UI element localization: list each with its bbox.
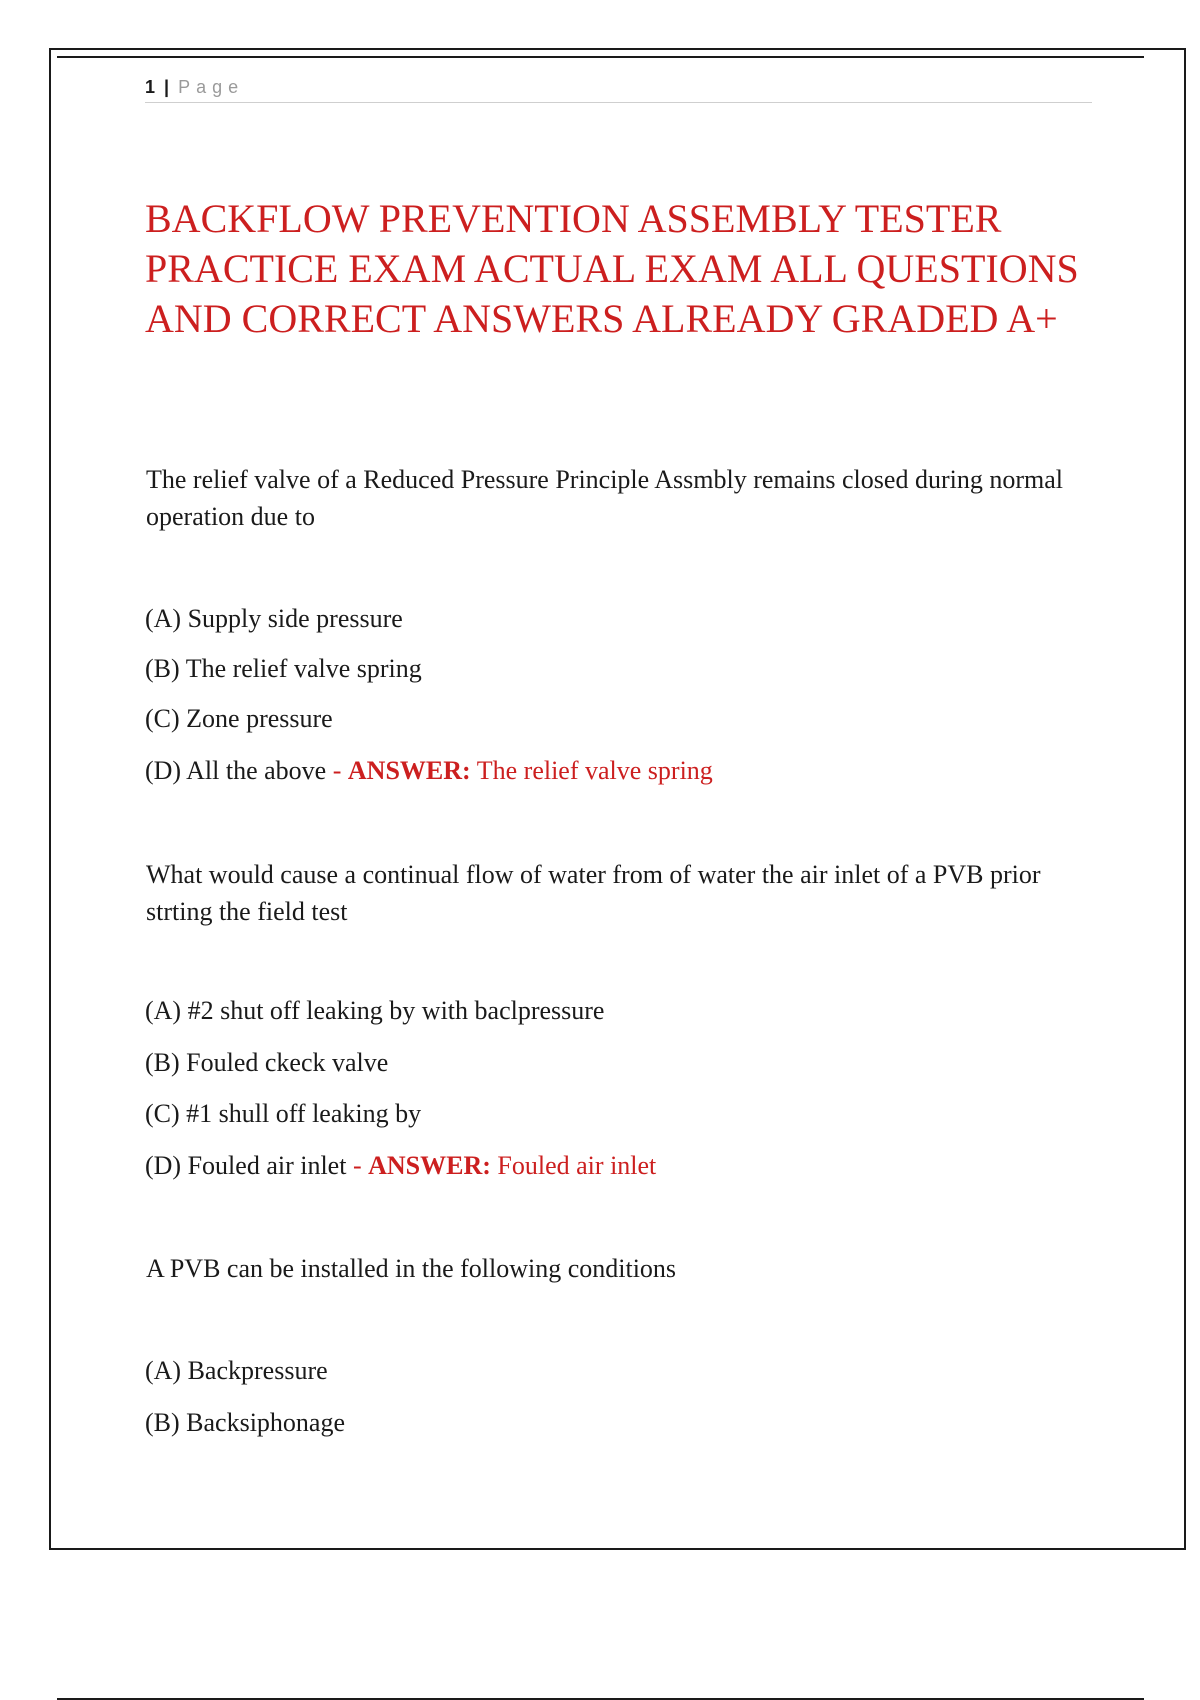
top-rule bbox=[57, 56, 1144, 58]
question-1-option-d-line bbox=[145, 754, 1105, 788]
question-2-answer-separator: - bbox=[346, 1151, 369, 1180]
question-2-text: What would cause a continual flow of water from of water the air inlet of a PVB prior strting the field test bbox=[146, 860, 1041, 926]
question-2-answer: Fouled air inlet bbox=[497, 1151, 657, 1180]
question-3-option-a: (A) Backpressure bbox=[145, 1356, 328, 1385]
question-1-option-c: (C) Zone pressure bbox=[145, 704, 333, 733]
question-1-answer-separator: - bbox=[326, 756, 348, 785]
question-2-option-d: (D) Fouled air inlet bbox=[145, 1151, 347, 1180]
question-1-option-d: (D) All the above bbox=[145, 756, 327, 785]
page-number: 1 bbox=[145, 77, 156, 97]
question-1-answer-label: ANSWER: bbox=[347, 756, 471, 785]
question-2-option-d-line bbox=[145, 1149, 1105, 1183]
question-1-answer: The relief valve spring bbox=[476, 756, 713, 785]
question-1-option-b: (B) The relief valve spring bbox=[145, 654, 422, 683]
page-header bbox=[145, 74, 1092, 103]
document-title: BACKFLOW PREVENTION ASSEMBLY TESTER PRACTICE EXAM ACTUAL EXAM ALL QUESTIONS AND CORRECT ANSWERS ALREADY GRADED A+ bbox=[145, 196, 1079, 341]
question-3-text: A PVB can be installed in the following conditions bbox=[146, 1254, 677, 1283]
page-word: Page bbox=[178, 77, 245, 97]
question-2-option-a: (A) #2 shut off leaking by with baclpressure bbox=[145, 996, 605, 1025]
question-3-option-b: (B) Backsiphonage bbox=[145, 1408, 346, 1437]
question-2-answer-label: ANSWER: bbox=[368, 1151, 491, 1180]
question-1-option-a: (A) Supply side pressure bbox=[145, 604, 403, 633]
question-1-text: The relief valve of a Reduced Pressure Principle Assmbly remains closed during normal operation due to bbox=[146, 465, 1063, 531]
page-separator: | bbox=[164, 77, 170, 97]
question-2-option-b: (B) Fouled ckeck valve bbox=[145, 1048, 389, 1077]
question-2-option-c: (C) #1 shull off leaking by bbox=[145, 1099, 422, 1128]
